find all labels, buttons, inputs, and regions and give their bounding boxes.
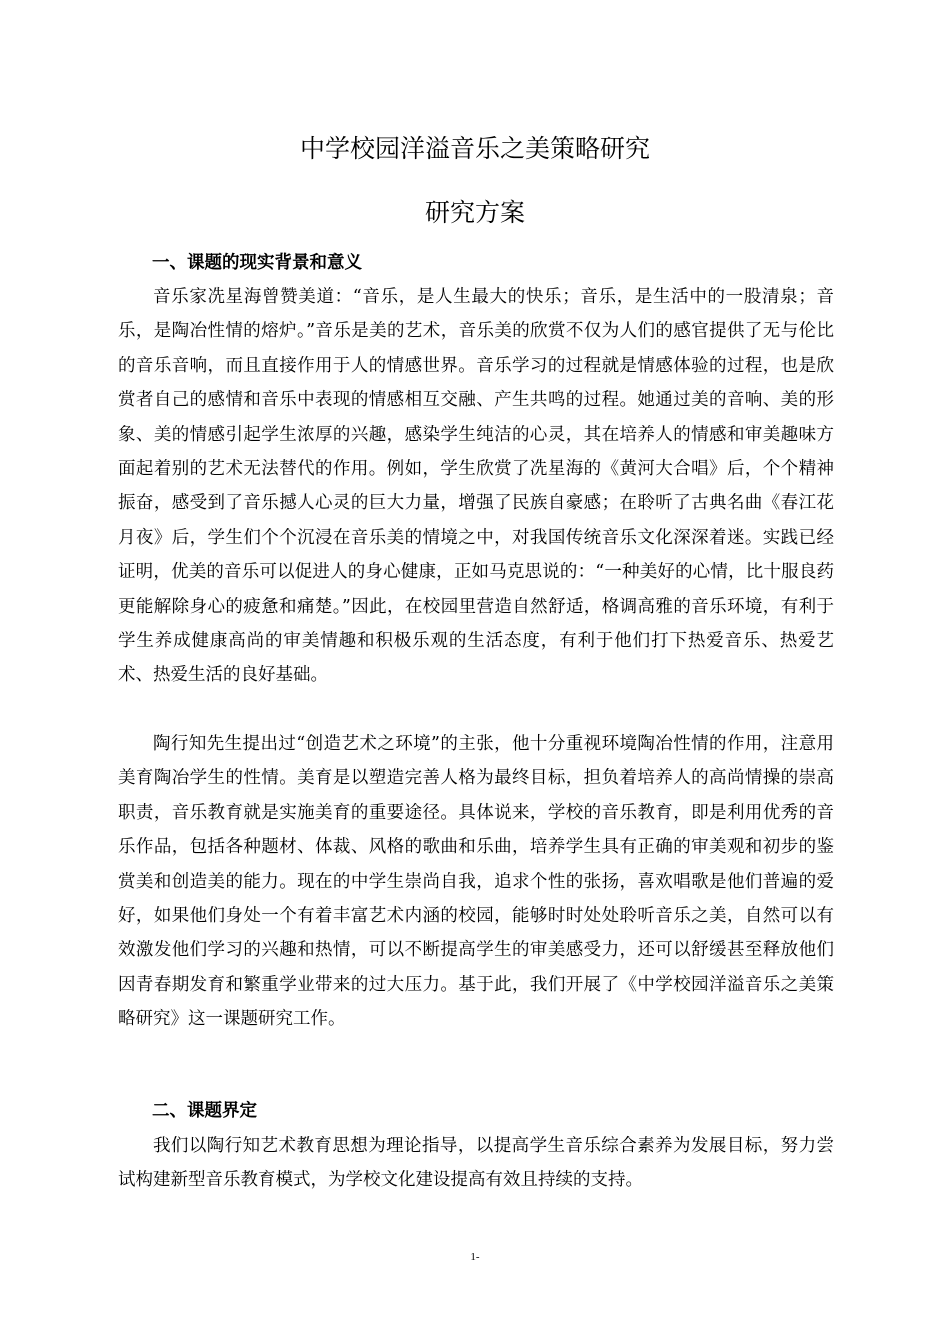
- paragraph-definition-1: 我们以陶行知艺术教育思想为理论指导，以提高学生音乐综合素养为发展目标，努力尝试构建新型音乐教育模式，为学校文化建设提高有效且持续的支持。: [118, 1136, 834, 1191]
- paragraph-background-2: 陶行知先生提出过“创造艺术之环境”的主张，他十分重视环境陶冶性情的作用，注意用美育陶冶学生的性情。美育是以塑造完善人格为最终目标，担负着培养人的高尚情操的崇高职责，音乐教育就是实施美育的重要途径。具体说来，学校的音乐教育，即是利用优秀的音乐作品，包括各种题材、体裁、风格的歌曲和乐曲，培养学生具有正确的审美观和初步的鉴赏美和创造美的能力。现在的中学生崇尚自我，追求个性的张扬，喜欢唱歌是他们普遍的爱好，如果他们身处一个有着丰富艺术内涵的校园，能够时时处处聆听音乐之美，自然可以有效激发他们学习的兴趣和热情，可以不断提高学生的审美感受力，还可以舒缓甚至释放他们因青春期发育和繁重学业带来的过大压力。基于此，我们开展了《中学校园洋溢音乐之美策略研究》这一课题研究工作。: [118, 734, 834, 1030]
- section-heading-background: 一、课题的现实背景和意义: [152, 253, 362, 273]
- section-heading-definition: 二、课题界定: [152, 1101, 257, 1121]
- paragraph-background-1: 音乐家冼星海曾赞美道：“音乐，是人生最大的快乐；音乐，是生活中的一股清泉；音乐，是陶冶性情的熔炉。”音乐是美的艺术，音乐美的欣赏不仅为人们的感官提供了无与伦比的音乐音响，而且直接作用于人的情感世界。音乐学习的过程就是情感体验的过程，也是欣赏者自己的感情和音乐中表现的情感相互交融、产生共鸣的过程。她通过美的音响、美的形象、美的情感引起学生浓厚的兴趣，感染学生纯洁的心灵，其在培养人的情感和审美趣味方面起着别的艺术无法替代的作用。例如，学生欣赏了冼星海的《黄河大合唱》后，个个精神振奋，感受到了音乐撼人心灵的巨大力量，增强了民族自豪感；在聆听了古典名曲《春江花月夜》后，学生们个个沉浸在音乐美的情境之中，对我国传统音乐文化深深着迷。实践已经证明，优美的音乐可以促进人的身心健康，正如马克思说的：“一种美好的心情，比十服良药更能解除身心的疲惫和痛楚。”因此，在校园里营造自然舒适，格调高雅的音乐环境，有利于学生养成健康高尚的审美情趣和积极乐观的生活态度，有利于他们打下热爱音乐、热爱艺术、热爱生活的良好基础。: [118, 287, 834, 686]
- document-title: 中学校园洋溢音乐之美策略研究: [299, 134, 650, 163]
- page-number: 1-: [470, 1251, 480, 1263]
- document-subtitle: 研究方案: [424, 198, 525, 227]
